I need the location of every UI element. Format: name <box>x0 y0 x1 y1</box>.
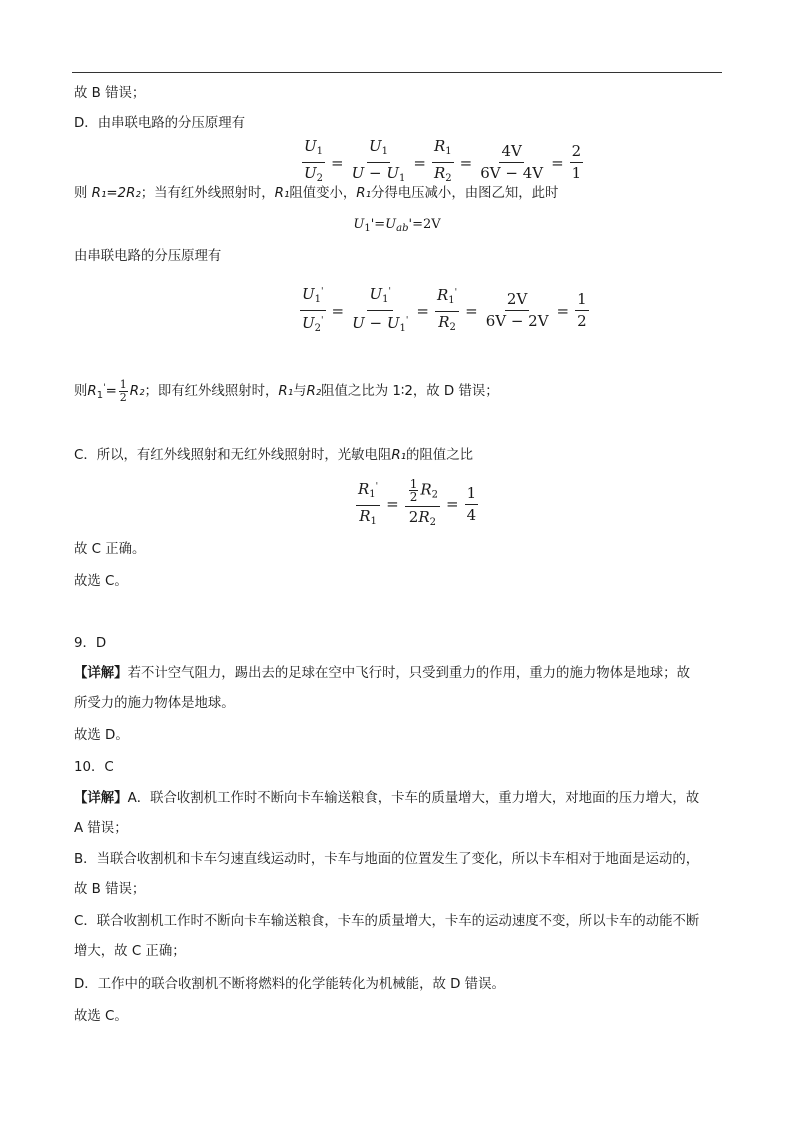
text-line: D．工作中的联合收割机不断将燃料的化学能转化为机械能，故 D 错误。 <box>74 977 505 992</box>
text-line: 由串联电路的分压原理有 <box>74 249 222 264</box>
text-line: 故选 C。 <box>74 574 128 589</box>
text-line: 【详解】A．联合收割机工作时不断向卡车输送粮食，卡车的质量增大，重力增大，对地面的压力增大，故 <box>74 791 700 806</box>
text-line: 故选 C。 <box>74 1009 128 1024</box>
question-number: 10．C <box>74 760 114 775</box>
text-line: B．当联合收割机和卡车匀速直线运动时，卡车与地面的位置发生了变化，所以卡车相对于地面是运动的， <box>74 852 700 867</box>
text-line: A 错误； <box>74 821 128 836</box>
text-line: 则$R_1'=$ $\frac{1}{2}$ R₂；即有红外线照射时，R₁与R₂阻值之比为 1∶2，故 D 错误； <box>74 377 499 404</box>
text-line: 所受力的施力物体是地球。 <box>74 696 235 711</box>
header-rule <box>72 72 722 73</box>
text-line: 故 C 正确。 <box>74 542 146 557</box>
text-line: 故选 D。 <box>74 728 129 743</box>
equation-voltage-ratio-2: $\frac{U_1'}{U_2'}$ = $\frac{U_1'}{U - U_1'}$ = $\frac{R_1'}{R_2}$ = $\frac{2V}{6V - 2V}$ = $\frac{1}{2}$ <box>302 285 587 334</box>
question-number: 9．D <box>74 636 107 651</box>
text-line: C．所以，有红外线照射和无红外线照射时，光敏电阻R₁的阻值之比 <box>74 448 473 463</box>
text-line: 则 R₁=2R₂；当有红外线照射时，R₁阻值变小，R₁分得电压减小，由图乙知，此时 <box>74 186 559 201</box>
text-line: 故 B 错误； <box>74 86 146 101</box>
text-line: D．由串联电路的分压原理有 <box>74 116 245 131</box>
equation-resistance-ratio: $\frac{R_1'}{R_1}$ = $\frac{1}{2}$ $R_2$ $2R_2$ = $\frac{1}{4}$ <box>358 477 477 528</box>
text-line: 故 B 错误； <box>74 882 146 897</box>
equation-voltage-ratio-1: $\frac{U_1}{U_2}$ = $\frac{U_1}{U - U_1}$ = $\frac{R_1}{R_2}$ = $\frac{4V}{6V - 4V}$ = $\frac{2}{1}$ <box>304 137 582 184</box>
text-line: 增大，故 C 正确； <box>74 944 186 959</box>
text-line: 【详解】若不计空气阻力，踢出去的足球在空中飞行时，只受到重力的作用，重力的施力物体是地球；故 <box>74 666 690 681</box>
text-line: C．联合收割机工作时不断向卡车输送粮食，卡车的质量增大，卡车的运动速度不变，所以卡车的动能不断 <box>74 914 700 929</box>
equation-voltage-ab: $U_1'=U_{ab}'=2V$ <box>353 217 441 234</box>
